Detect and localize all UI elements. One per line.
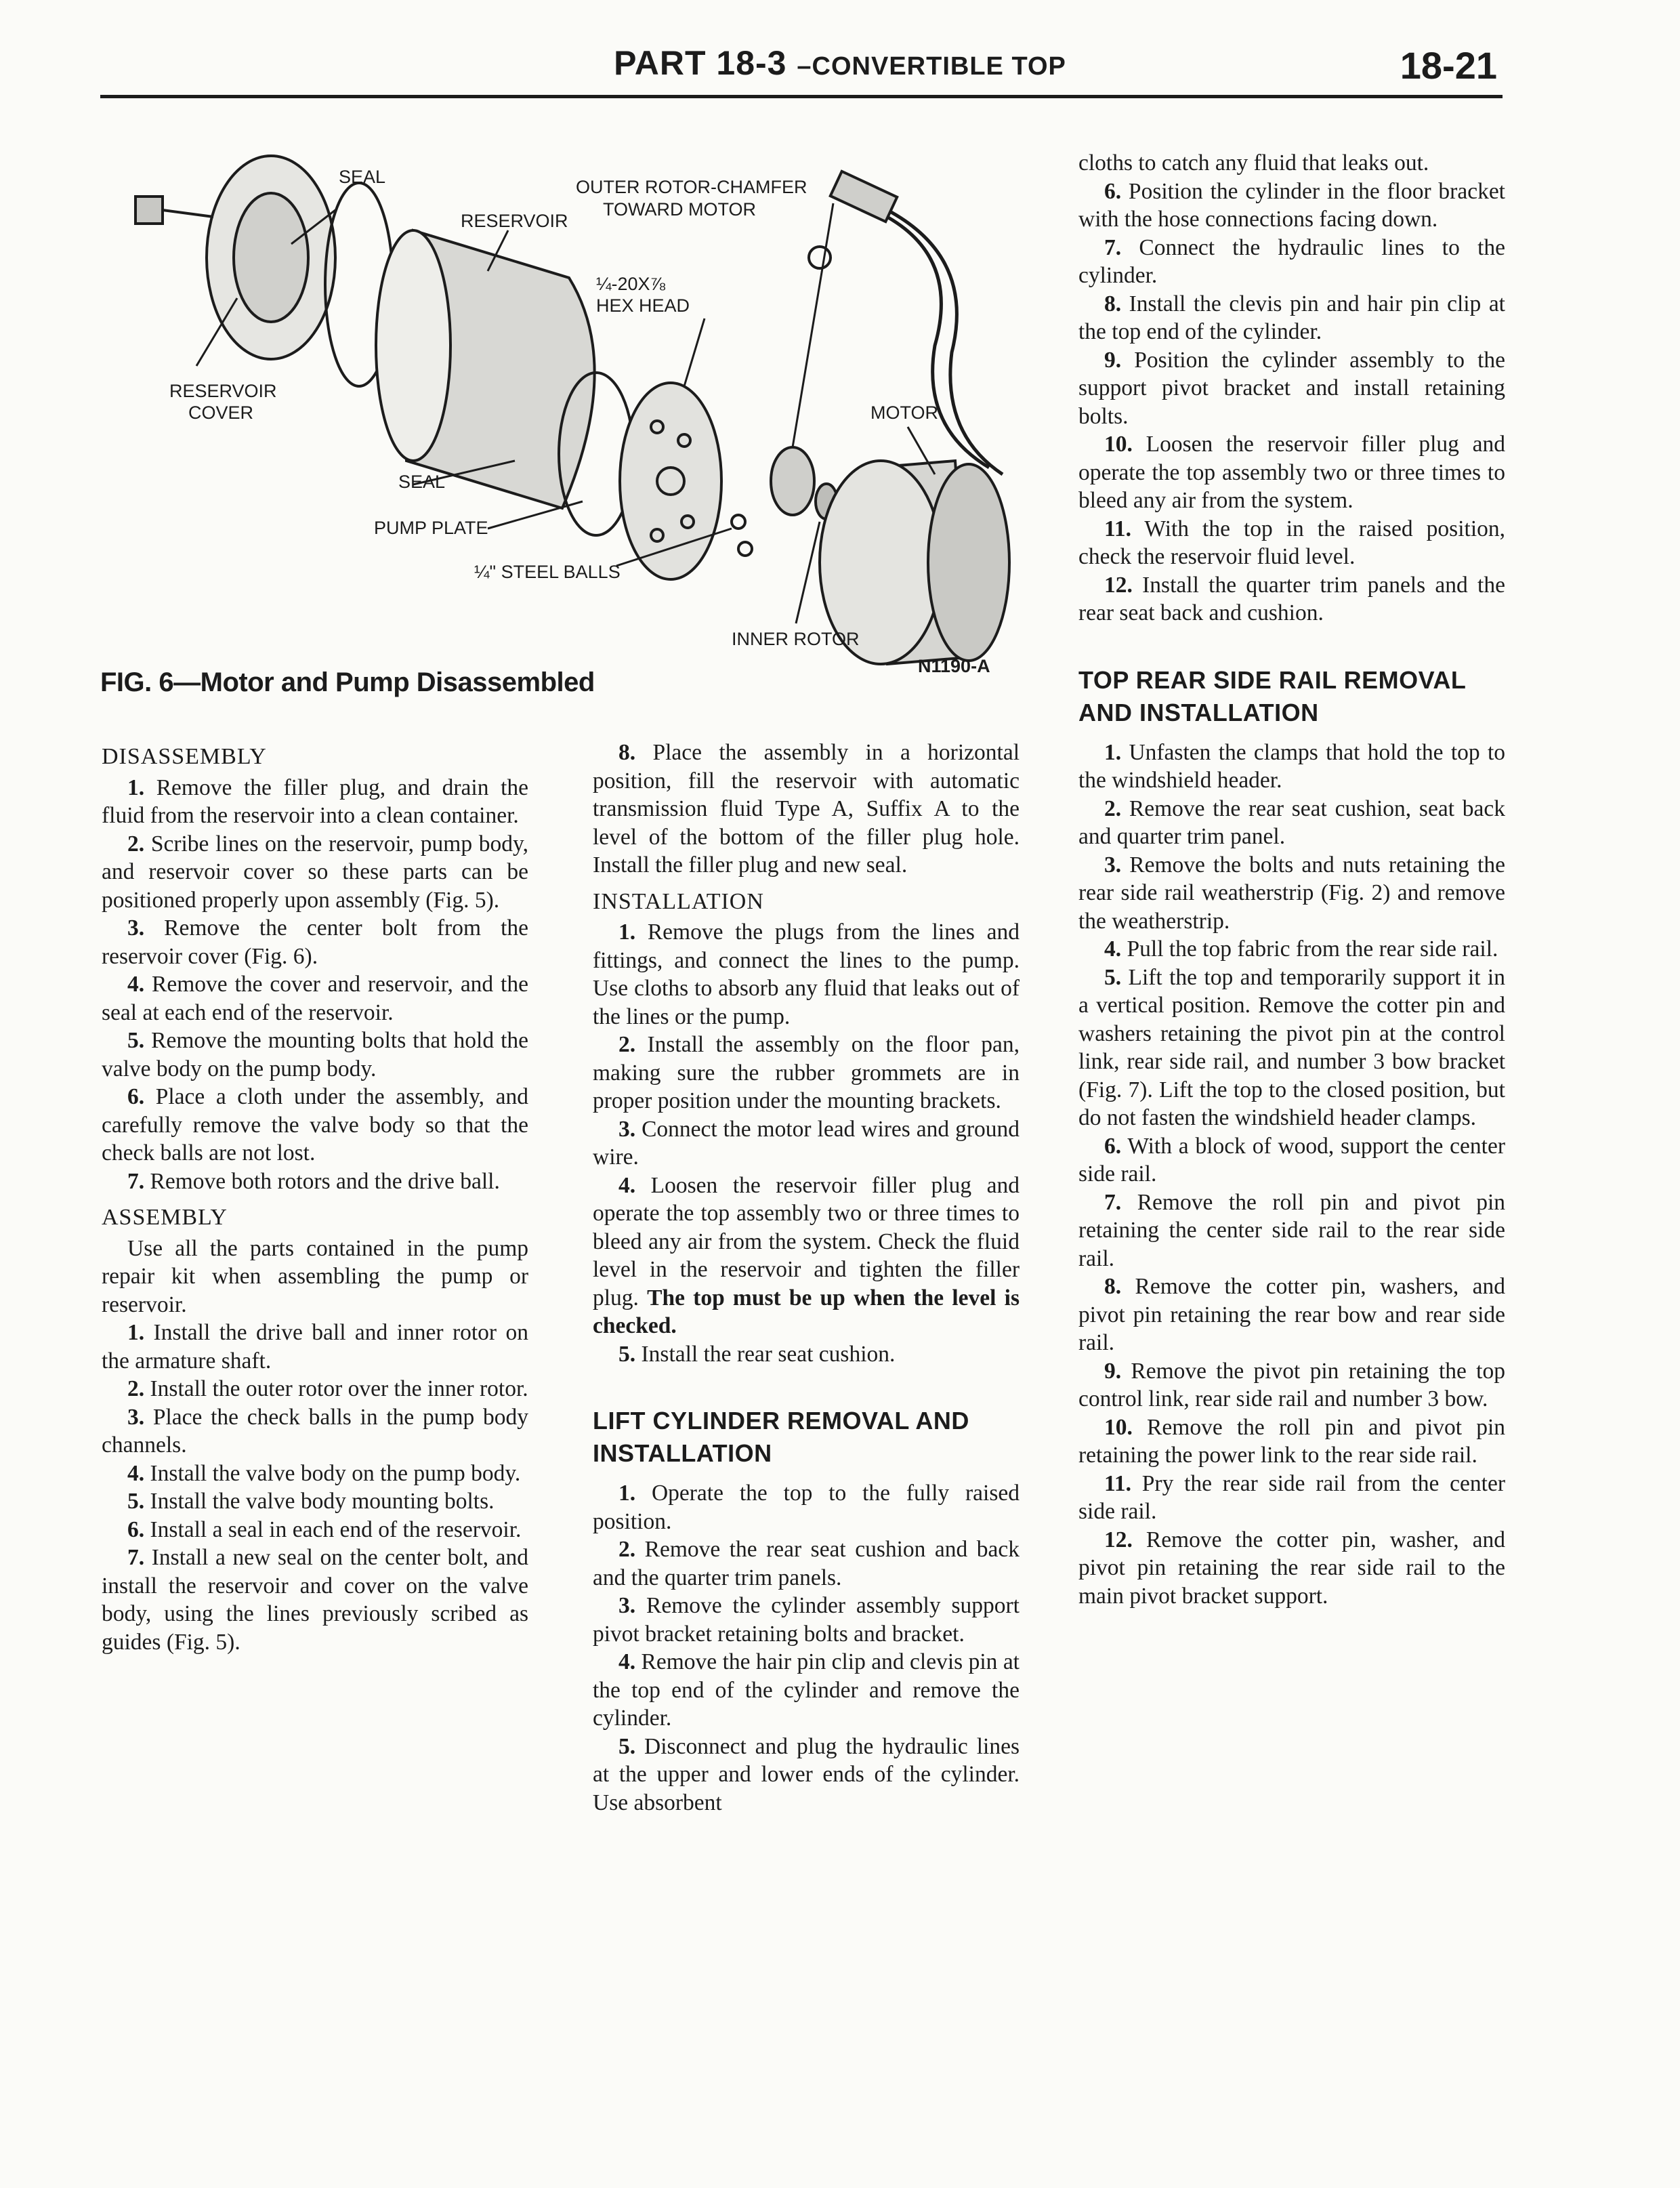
step-text: Remove the rear seat cushion and back and the quarter trim panels.	[593, 1537, 1020, 1590]
step-text: Remove the hair pin clip and clevis pin at the top end of the cylinder and remove the cylinder.	[593, 1649, 1020, 1731]
rail-step-6	[1078, 1132, 1505, 1189]
assembly-heading: ASSEMBLY	[102, 1205, 228, 1230]
label-outer-rotor-2: TOWARD MOTOR	[603, 199, 756, 220]
installation-step-2	[593, 1031, 1020, 1115]
page-number: 18-21	[1400, 44, 1497, 87]
step-number: 4.	[1104, 936, 1122, 962]
disassembly-step-3	[102, 914, 528, 970]
step-number: 3.	[127, 1404, 145, 1430]
step-number: 12.	[1104, 1527, 1133, 1552]
step-number: 7.	[127, 1545, 145, 1570]
step-number: 1.	[618, 1481, 636, 1506]
lift-step-cont-7	[1078, 571, 1505, 627]
step-number: 8.	[1104, 291, 1122, 316]
step-text: Position the cylinder assembly to the support pivot bracket and install retaining bolts.	[1078, 347, 1505, 429]
step-text: Remove the roll pin and pivot pin retaining the power link to the rear side rail.	[1078, 1414, 1505, 1468]
step-text: Install the valve body on the pump body.	[144, 1460, 521, 1486]
lift-step-3	[593, 1592, 1020, 1648]
step-number: 9.	[1104, 1358, 1122, 1384]
step-text: Pry the rear side rail from the center side rail.	[1078, 1470, 1505, 1524]
rear-side-rail-heading: TOP REAR SIDE RAIL REMOVAL AND INSTALLATION	[1078, 665, 1466, 726]
label-outer-rotor-1: OUTER ROTOR-CHAMFER	[576, 177, 807, 197]
step-text: Remove the plugs from the lines and fittings, and connect the lines to the pump. Use cloths to absorb any fluid that leaks out of the lines or the pump.	[593, 920, 1020, 1029]
step-text: Scribe lines on the reservoir, pump body, and reservoir cover so these parts can be positioned properly upon assembly (Fig. 5).	[102, 831, 528, 913]
step-text: Place a cloth under the assembly, and carefully remove the valve body so that the check balls are not lost.	[102, 1084, 528, 1165]
step-number: 5.	[127, 1028, 145, 1053]
motor-pump-diagram	[95, 142, 1043, 698]
step-number: 2.	[618, 1537, 636, 1562]
part-label: PART 18-3	[614, 44, 787, 82]
label-steel-balls: ¼" STEEL BALLS	[474, 562, 621, 582]
step-text: Remove the roll pin and pivot pin retaining the center side rail to the rear side rail.	[1078, 1189, 1505, 1271]
installation-heading: INSTALLATION	[593, 888, 764, 914]
step-text: Remove the center bolt from the reservoir cover (Fig. 6).	[102, 915, 528, 969]
installation-step-5: 5. Install the rear seat cushion.	[618, 1341, 896, 1367]
step-text: Remove the mounting bolts that hold the valve body on the pump body.	[102, 1028, 528, 1081]
step-number: 5.	[1104, 964, 1122, 990]
disassembly-step-6	[102, 1083, 528, 1168]
lift-step-cont-6	[1078, 515, 1505, 571]
label-hex-head-1: ¼-20X⅞	[596, 274, 666, 294]
step-number: 6.	[1104, 178, 1122, 204]
label-inner-rotor: INNER ROTOR	[732, 629, 860, 649]
step-number: 7.	[1104, 234, 1122, 260]
steel-ball	[732, 515, 745, 529]
step-text: Install the quarter trim panels and the rear seat back and cushion.	[1078, 572, 1505, 625]
lift-step-cont-5	[1078, 430, 1505, 515]
lift-step-cont-4	[1078, 346, 1505, 431]
step-number: 4.	[127, 972, 145, 997]
center-bolt-shape	[135, 197, 163, 224]
disassembly-step-2	[102, 830, 528, 915]
assembly-step-4	[102, 1460, 528, 1488]
lift-step-4	[593, 1648, 1020, 1733]
step-text: Install the outer rotor over the inner rotor.	[144, 1376, 528, 1401]
step-text: Operate the top to the fully raised position.	[593, 1481, 1020, 1534]
lift-step-1	[593, 1479, 1020, 1535]
installation-step-3	[593, 1115, 1020, 1172]
rail-step-3	[1078, 851, 1505, 936]
step-number: 10.	[1104, 1414, 1133, 1440]
section-title: –CONVERTIBLE TOP	[797, 52, 1066, 81]
step-text: Loosen the reservoir filler plug and operate the top assembly two or three times to bleed any air from the system.	[1078, 432, 1505, 513]
rail-step-12	[1078, 1526, 1505, 1611]
step-number: 3.	[127, 915, 145, 941]
step-text: Remove the rear seat cushion, seat back and quarter trim panel.	[1078, 796, 1505, 849]
disassembly-step-4	[102, 970, 528, 1027]
step-number: 11.	[1104, 516, 1132, 541]
step-number: 3.	[1104, 852, 1122, 878]
step-text: Remove the cotter pin, washers, and pivot pin retaining the rear bow and rear side rail.	[1078, 1274, 1505, 1355]
disassembly-heading: DISASSEMBLY	[102, 744, 267, 769]
assembly-step-8: 8. Place the assembly in a horizontal position, fill the reservoir with automatic transmission fluid Type A, Suffix A to the level of the bottom of the filler plug hole. Install the filler plug and new seal.	[593, 740, 1020, 878]
installation-step-4: 4. Loosen the reservoir filler plug and operate the top assembly two or three times to bleed any air from the system. Check the fluid level in the reservoir and tighten the filler plug. The top must be up when the level is checked.	[593, 1172, 1020, 1338]
rail-step-8	[1078, 1273, 1505, 1357]
label-hex-head-2: HEX HEAD	[596, 295, 690, 316]
step-text: Lift the top and temporarily support it in a vertical position. Remove the cotter pin and washers retaining the pivot pin at the control link, rear side rail, and number 3 bow bracket (Fig. 7). Lift the top to the closed position, but do not fasten the windshield header clamps.	[1078, 964, 1505, 1130]
lift-cylinder-heading: LIFT CYLINDER REMOVAL AND INSTALLATION	[593, 1407, 969, 1467]
lift-step-cont-2	[1078, 234, 1505, 290]
label-motor: MOTOR	[870, 402, 938, 423]
rail-step-2	[1078, 795, 1505, 851]
step-text: Install the clevis pin and hair pin clip at the top end of the cylinder.	[1078, 291, 1505, 344]
step-number: 3.	[618, 1116, 636, 1142]
step-number: 2.	[618, 1032, 636, 1057]
steel-ball	[738, 542, 752, 556]
step-text: Install the drive ball and inner rotor on the armature shaft.	[102, 1320, 528, 1374]
lift-step-5-continued: cloths to catch any fluid that leaks out.	[1078, 150, 1429, 176]
lift-step-cont-1	[1078, 178, 1505, 234]
assembly-step-2	[102, 1375, 528, 1403]
step-text: Unfasten the clamps that hold the top to the windshield header.	[1078, 739, 1505, 793]
installation-step-1	[593, 918, 1020, 1031]
assembly-step-7	[102, 1544, 528, 1656]
step-number: 1.	[618, 920, 636, 945]
middle-column	[593, 739, 1020, 1817]
step-number: 2.	[127, 1376, 145, 1401]
step-number: 7.	[127, 1168, 145, 1194]
outer-rotor-shape	[771, 447, 814, 515]
step-text: Remove the cotter pin, washer, and pivot pin retaining the rear side rail to the main pivot bracket support.	[1078, 1527, 1505, 1609]
step-text: With the top in the raised position, check the reservoir fluid level.	[1078, 516, 1505, 569]
rail-step-10	[1078, 1413, 1505, 1470]
step-text: Position the cylinder in the floor bracket with the hose connections facing down.	[1078, 178, 1505, 232]
step-text: Disconnect and plug the hydraulic lines at the upper and lower ends of the cylinder. Use absorbent	[593, 1733, 1020, 1815]
disassembly-step-1	[102, 774, 528, 830]
step-number: 4.	[618, 1649, 636, 1674]
step-text: Install a seal in each end of the reservoir.	[144, 1516, 522, 1542]
lift-step-2	[593, 1535, 1020, 1592]
step-number: 11.	[1104, 1470, 1132, 1496]
step-number: 6.	[127, 1084, 145, 1109]
rail-step-5	[1078, 964, 1505, 1132]
step-text: Remove the bolts and nuts retaining the rear side rail weatherstrip (Fig. 2) and remove the weatherstrip.	[1078, 852, 1505, 934]
label-reservoir-cover-1: RESERVOIR	[169, 381, 277, 401]
disassembly-step-5	[102, 1027, 528, 1083]
step-text: Remove the filler plug, and drain the fluid from the reservoir into a clean container.	[102, 775, 528, 828]
rail-step-11	[1078, 1470, 1505, 1526]
step-text: Connect the hydraulic lines to the cylinder.	[1078, 234, 1505, 288]
disassembly-step-7	[102, 1168, 528, 1196]
step-text: Place the check balls in the pump body channels.	[102, 1404, 528, 1458]
step-number: 4.	[127, 1460, 145, 1486]
assembly-step-5	[102, 1487, 528, 1516]
label-reservoir-cover-2: COVER	[188, 402, 254, 423]
rail-step-9	[1078, 1357, 1505, 1413]
figure-caption: FIG. 6—Motor and Pump Disassembled	[100, 667, 595, 697]
step-text: Pull the top fabric from the rear side rail.	[1121, 936, 1498, 962]
label-figure-code: N1190-A	[918, 656, 990, 676]
step-number: 3.	[618, 1593, 636, 1618]
step-text: Install a new seal on the center bolt, and install the reservoir and cover on the valve body, using the lines previously scribed as guides (Fig. 5).	[102, 1545, 528, 1655]
step-number: 12.	[1104, 572, 1133, 598]
step-number: 1.	[1104, 739, 1122, 765]
step-number: 2.	[1104, 796, 1122, 821]
rail-step-7	[1078, 1189, 1505, 1273]
step-number: 1.	[127, 1320, 145, 1345]
label-pump-plate: PUMP PLATE	[374, 518, 488, 538]
rail-step-1	[1078, 739, 1505, 795]
step-text: Remove the cover and reservoir, and the seal at each end of the reservoir.	[102, 972, 528, 1025]
lift-step-5	[593, 1733, 1020, 1817]
assembly-step-3	[102, 1403, 528, 1460]
label-seal-top: SEAL	[339, 167, 386, 187]
step-number: 1.	[127, 775, 145, 800]
step-number: 5.	[127, 1489, 145, 1514]
step-text: Remove both rotors and the drive ball.	[144, 1168, 500, 1194]
right-column	[1078, 149, 1505, 1610]
step-number: 9.	[1104, 347, 1122, 373]
assembly-step-6	[102, 1516, 528, 1544]
step-text: Install the assembly on the floor pan, making sure the rubber grommets are in proper position under the mounting brackets.	[593, 1032, 1020, 1113]
step-text: With a block of wood, support the center side rail.	[1078, 1133, 1505, 1186]
step-text: Remove the cylinder assembly support pivot bracket retaining bolts and bracket.	[593, 1593, 1020, 1647]
step-text: Connect the motor lead wires and ground wire.	[593, 1116, 1020, 1170]
step-text: Install the valve body mounting bolts.	[144, 1489, 495, 1514]
step-number: 2.	[127, 831, 145, 856]
step-text: Remove the pivot pin retaining the top control link, rear side rail and number 3 bow.	[1078, 1358, 1505, 1411]
assembly-intro: Use all the parts contained in the pump repair kit when assembling the pump or reservoir.	[102, 1235, 528, 1317]
assembly-step-1	[102, 1319, 528, 1375]
step-number: 6.	[1104, 1133, 1122, 1159]
step-number: 5.	[618, 1733, 636, 1759]
left-column	[102, 739, 528, 1656]
pump-plate-shape	[620, 383, 721, 579]
label-reservoir: RESERVOIR	[461, 211, 568, 231]
lift-step-cont-3	[1078, 290, 1505, 346]
step-number: 10.	[1104, 432, 1133, 457]
step-number: 8.	[1104, 1274, 1122, 1299]
step-number: 7.	[1104, 1189, 1122, 1215]
rail-step-4	[1078, 935, 1505, 964]
header-rule	[100, 95, 1503, 98]
label-seal-bottom: SEAL	[398, 472, 446, 492]
step-number: 6.	[127, 1516, 145, 1542]
